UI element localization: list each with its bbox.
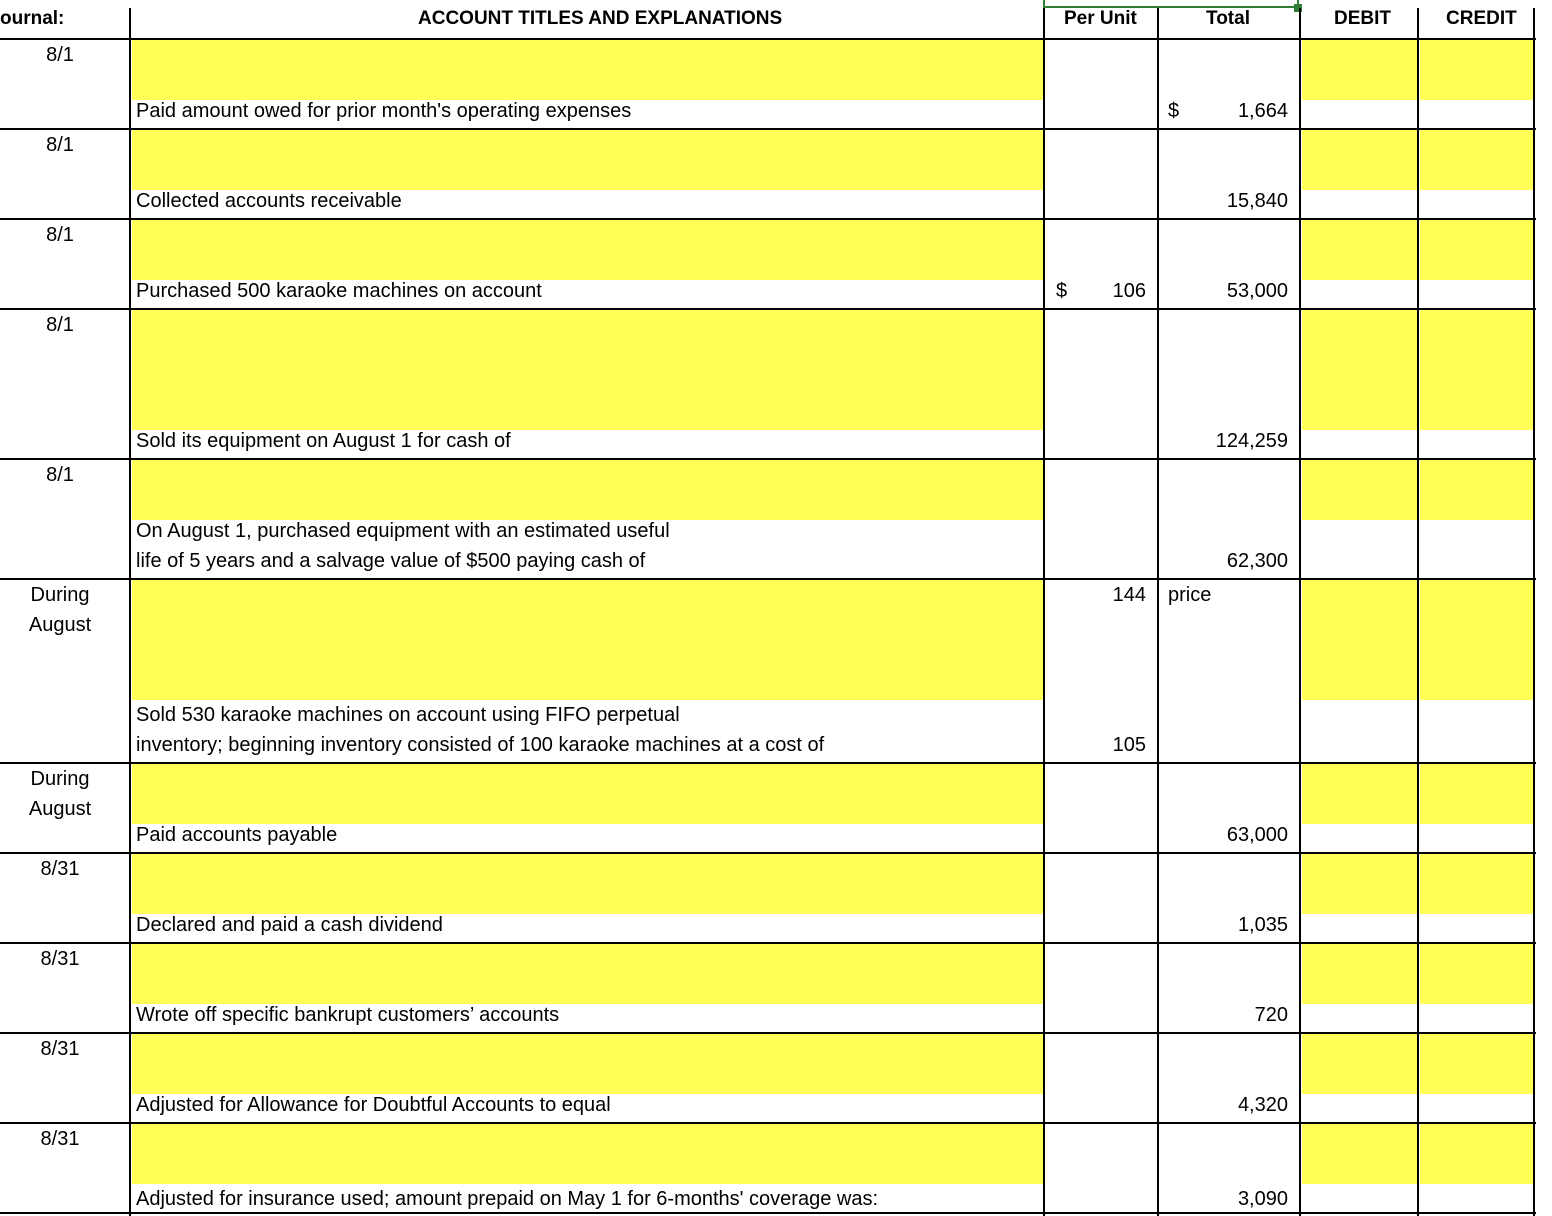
column-divider — [1299, 8, 1301, 1216]
per-unit-dollar-sign: $ — [1056, 280, 1068, 302]
total-value: 53,000 — [1226, 280, 1288, 302]
credit-input-cell[interactable] — [1420, 580, 1534, 700]
entry-date: 8/31 — [40, 1128, 80, 1150]
account-input-cell[interactable] — [132, 1124, 1044, 1184]
entry-date: 8/31 — [40, 1038, 80, 1060]
credit-input-cell[interactable] — [1420, 764, 1534, 824]
entry-explanation: On August 1, purchased equipment with an estimated useful — [136, 520, 670, 542]
account-input-cell[interactable] — [132, 580, 1044, 700]
journal-label: ournal: — [0, 8, 65, 29]
credit-input-cell[interactable] — [1420, 220, 1534, 280]
credit-input-cell[interactable] — [1420, 854, 1534, 914]
debit-input-cell[interactable] — [1302, 1034, 1418, 1094]
credit-input-cell[interactable] — [1420, 944, 1534, 1004]
account-titles-header: ACCOUNT TITLES AND EXPLANATIONS — [418, 8, 783, 29]
debit-input-cell[interactable] — [1302, 460, 1418, 520]
debit-input-cell[interactable] — [1302, 40, 1418, 100]
entry-date: August — [28, 614, 92, 636]
column-divider — [1043, 8, 1045, 1216]
entry-date: August — [28, 798, 92, 820]
per-unit-header: Per Unit — [1064, 8, 1137, 29]
entry-date: 8/1 — [46, 44, 74, 66]
total-value: 63,000 — [1226, 824, 1288, 846]
entry-explanation: Sold 530 karaoke machines on account using FIFO perpetual — [136, 704, 680, 726]
account-input-cell[interactable] — [132, 764, 1044, 824]
debit-input-cell[interactable] — [1302, 1124, 1418, 1184]
total-header: Total — [1206, 8, 1250, 29]
entry-explanation: Declared and paid a cash dividend — [136, 914, 443, 936]
credit-input-cell[interactable] — [1420, 1034, 1534, 1094]
account-input-cell[interactable] — [132, 460, 1044, 520]
entry-explanation: inventory; beginning inventory consisted of 100 karaoke machines at a cost of — [136, 734, 825, 756]
total-value: 124,259 — [1215, 430, 1288, 452]
column-divider — [1157, 8, 1159, 1216]
total-dollar-sign: $ — [1168, 100, 1180, 122]
account-input-cell[interactable] — [132, 130, 1044, 190]
account-input-cell[interactable] — [132, 40, 1044, 100]
debit-input-cell[interactable] — [1302, 854, 1418, 914]
entry-date: During — [30, 584, 90, 606]
debit-input-cell[interactable] — [1302, 580, 1418, 700]
entry-date: 8/1 — [46, 314, 74, 336]
total-value: 1,035 — [1237, 914, 1288, 936]
column-divider — [1533, 8, 1535, 1216]
entry-date: During — [30, 768, 90, 790]
entry-date: 8/1 — [46, 224, 74, 246]
entry-date: 8/31 — [40, 948, 80, 970]
credit-input-cell[interactable] — [1420, 310, 1534, 430]
credit-input-cell[interactable] — [1420, 1124, 1534, 1184]
total-value: 1,664 — [1237, 100, 1288, 122]
entry-explanation: Wrote off specific bankrupt customers’ accounts — [136, 1004, 560, 1026]
total-value: 720 — [1254, 1004, 1288, 1026]
total-value: 4,320 — [1237, 1094, 1288, 1116]
credit-input-cell[interactable] — [1420, 130, 1534, 190]
account-input-cell[interactable] — [132, 944, 1044, 1004]
total-value: 3,090 — [1237, 1188, 1288, 1210]
entry-explanation: Adjusted for Allowance for Doubtful Accounts to equal — [136, 1094, 611, 1116]
debit-input-cell[interactable] — [1302, 310, 1418, 430]
per-unit-value: 105 — [1112, 734, 1146, 756]
debit-input-cell[interactable] — [1302, 764, 1418, 824]
entry-explanation: Sold its equipment on August 1 for cash of — [136, 430, 511, 452]
entry-explanation: life of 5 years and a salvage value of $500 paying cash of — [136, 550, 646, 572]
account-input-cell[interactable] — [132, 854, 1044, 914]
per-unit-value: 106 — [1112, 280, 1146, 302]
entry-explanation: Paid amount owed for prior month's operating expenses — [136, 100, 632, 122]
debit-header: DEBIT — [1334, 8, 1391, 29]
credit-input-cell[interactable] — [1420, 40, 1534, 100]
entry-explanation: Purchased 500 karaoke machines on account — [136, 280, 542, 302]
column-divider — [129, 8, 131, 1216]
price-label: price — [1168, 584, 1212, 606]
per-unit-price-value: 144 — [1112, 584, 1146, 606]
entry-date: 8/1 — [46, 464, 74, 486]
entry-explanation: Collected accounts receivable — [136, 190, 402, 212]
credit-input-cell[interactable] — [1420, 460, 1534, 520]
debit-input-cell[interactable] — [1302, 944, 1418, 1004]
debit-input-cell[interactable] — [1302, 130, 1418, 190]
debit-input-cell[interactable] — [1302, 220, 1418, 280]
entry-date: 8/31 — [40, 858, 80, 880]
credit-header: CREDIT — [1446, 8, 1517, 29]
row-divider — [0, 1212, 1536, 1214]
entry-date: 8/1 — [46, 134, 74, 156]
account-input-cell[interactable] — [132, 310, 1044, 430]
total-value: 15,840 — [1226, 190, 1288, 212]
account-input-cell[interactable] — [132, 1034, 1044, 1094]
entry-explanation: Paid accounts payable — [136, 824, 338, 846]
column-divider — [1417, 8, 1419, 1216]
entry-explanation: Adjusted for insurance used; amount prepaid on May 1 for 6-months' coverage was: — [136, 1188, 879, 1210]
total-value: 62,300 — [1226, 550, 1288, 572]
account-input-cell[interactable] — [132, 220, 1044, 280]
selected-cell-border — [1043, 0, 1299, 8]
